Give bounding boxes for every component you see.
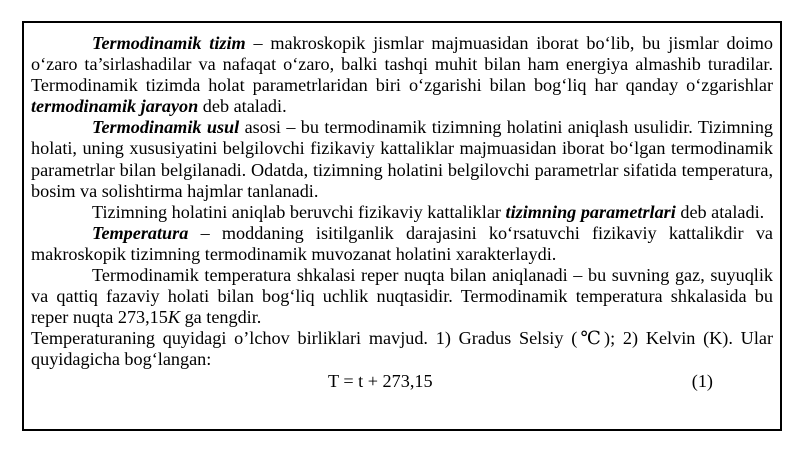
paragraph-text: asosi – bu termodinamik tizimning holatini aniqlash usulidir. Tizimning holati, uning xususiyatini belgilovchi fizikaviy kattaliklar majmuasidan iborat bo‘lgan termodinamik parametrlar bilan belgilanadi. Odatda, tizimning holatini belgilovchi parametrlar sifatida temperatura, bosim va solishtirma hajmlar tanlanadi. (31, 117, 774, 201)
term-termodinamik-jarayon: termodinamik jarayon (31, 96, 199, 117)
document-frame (22, 21, 782, 431)
formula-expression: T = t + 273,15 (328, 370, 433, 391)
paragraph-termodinamik-tizim (31, 33, 773, 117)
paragraph-temperatura-shkalasi (31, 265, 773, 328)
paragraph-termodinamik-usul (31, 117, 773, 201)
paragraph-text: deb ataladi. (198, 96, 287, 117)
term-termodinamik-usul: Termodinamik usul (92, 117, 240, 138)
paragraph-text: Tizimning holatini aniqlab beruvchi fizikaviy kattaliklar (92, 201, 506, 222)
term-termodinamik-tizim: Termodinamik tizim (92, 33, 246, 53)
paragraph-tizim-parametrlari (31, 202, 773, 223)
paragraph-olchov-birliklari (31, 328, 773, 370)
paragraph-text: Termodinamik temperatura shkalasi reper nuqta bilan aniqlanadi – bu suvning gaz, suyuqlik va qattiq fazaviy holati bilan bog‘liq uchlik nuqtasidir. Termodinamik temperatura shkalasida bu reper nuqta 273,15 (31, 265, 773, 328)
paragraph-text: – moddaning isitilganlik darajasini ko‘rsatuvchi fizikaviy kattalikdir va makroskopik tizimning termodinamik muvozanat holatini xarakterlaydi. (31, 222, 773, 264)
equation-number: (1) (691, 370, 713, 391)
paragraph-text: deb ataladi. (675, 201, 765, 222)
formula-line (31, 371, 773, 392)
term-temperatura: Temperatura (92, 222, 189, 243)
paragraph-text: ga tengdir. (180, 307, 262, 328)
paragraph-text: – makroskopik jismlar majmuasidan iborat bo‘lib, bu jismlar doimo o‘zaro ta’sirlashadilar va nafaqat o‘zaro, balki tashqi muhit bilan ham energiya almashib turadilar. Termodinamik tizimda holat parametrlaridan biri o‘zgarishi bilan bog‘liq har qanday o‘zgarishlar (31, 33, 773, 96)
term-tizimning-parametrlari: tizimning parametrlari (505, 201, 676, 222)
paragraph-text: Temperaturaning quyidagi o’lchov birliklari mavjud. 1) Gradus Selsiy (℃); 2) Kelvin (K). Ular quyidagicha bog‘langan: (31, 328, 773, 370)
unit-kelvin: K (167, 307, 181, 328)
paragraph-temperatura (31, 223, 773, 265)
